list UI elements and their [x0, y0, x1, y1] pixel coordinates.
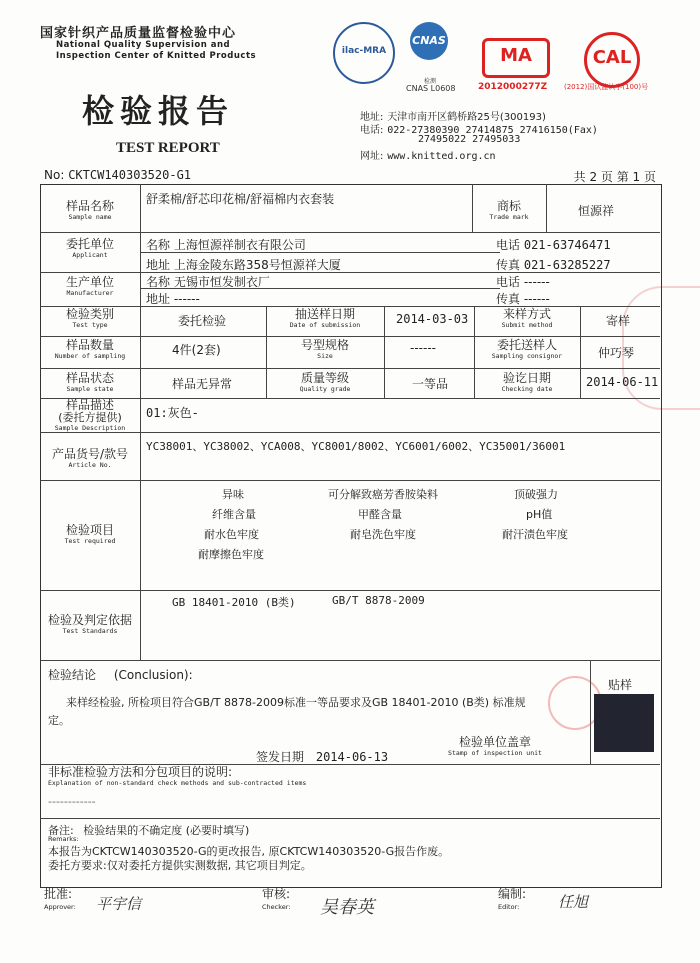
name-label: 名称	[146, 275, 171, 289]
report-number-label: No:	[44, 168, 65, 182]
label-en: Test required	[64, 537, 116, 545]
test-item: 耐汗渍色牢度	[502, 528, 568, 541]
trade-mark-value: 恒源祥	[578, 204, 615, 218]
manufacturer-fax	[496, 290, 550, 307]
article-no-value: YC38001、YC38002、YCA008、YC8001/8002、YC6001/6002、YC35001/36001	[146, 440, 566, 453]
report-title-en: TEST REPORT	[116, 140, 220, 156]
remarks-text-1: 本报告为CKTCW140303520-G的更改报告, 原CKTCW140303520-G报告作废。	[48, 845, 450, 858]
quality-grade-value: 一等品	[412, 377, 449, 391]
sample-number-value: 4件(2套)	[172, 343, 221, 357]
label-cn: 检验项目	[65, 523, 114, 537]
report-number-value: CKTCW140303520-G1	[68, 168, 192, 182]
label-cn: 抽送样日期	[294, 307, 355, 321]
ilac-logo-text: ilac-MRA	[341, 46, 387, 56]
manufacturer-name	[146, 273, 270, 290]
sample-number-label	[40, 339, 140, 360]
sample-description-label	[40, 399, 140, 432]
cal-logo	[584, 32, 640, 88]
label-en: Quality grade	[299, 385, 351, 393]
sample-state-value: 样品无异常	[172, 377, 233, 391]
row-divider	[40, 480, 660, 481]
remarks-text-2: 委托方要求:仅对委托方提供实测数据, 其它项目判定。	[48, 859, 312, 872]
remarks-label-cn: 备注:	[48, 824, 74, 837]
label-en: Sample state	[66, 385, 114, 393]
sample-name-label	[40, 200, 140, 221]
org-name-en	[56, 40, 256, 62]
label-cn: 样品状态	[65, 371, 114, 385]
contact-phone-cont	[360, 134, 520, 145]
label-en: Sampling consignor	[491, 352, 563, 360]
test-item: 纤维含量	[212, 508, 256, 521]
row-divider	[40, 660, 660, 661]
address-label: 地址	[146, 292, 171, 306]
label-cn: 样品描述	[65, 398, 114, 412]
label-en: Number of sampling	[54, 352, 126, 360]
phone-value-cont: 27495022 27495033	[418, 134, 521, 145]
cma-code: 2012000277Z	[478, 82, 548, 92]
label-en: Submit method	[501, 321, 553, 329]
page-count: 共 2 页 第 1 页	[573, 170, 656, 184]
test-item: 耐水色牢度	[204, 528, 259, 541]
label-cn: 产品货号/款号	[51, 447, 129, 461]
address-value: 天津市南开区鹤桥路25号(300193)	[387, 112, 546, 123]
label-cn: 检验及判定依据	[47, 613, 132, 627]
row-divider	[40, 590, 660, 591]
submit-method-value: 寄样	[606, 314, 631, 328]
col-divider	[140, 184, 141, 480]
web-value[interactable]: www.knitted.org.cn	[387, 151, 496, 162]
approver-signature: 平宇信	[96, 895, 142, 913]
address-value: 上海金陵东路358号恒源祥大厦	[173, 258, 341, 272]
org-name-cn: 国家针织产品质量监督检验中心	[40, 26, 237, 41]
row-divider	[40, 818, 660, 819]
editor-label	[498, 888, 526, 914]
sign-date-label: 签发日期	[256, 750, 305, 764]
manufacturer-address	[146, 290, 200, 307]
consignor-value: 仲巧琴	[598, 346, 635, 360]
conclusion-text-line2: 定。	[48, 714, 70, 727]
label-en: Applicant	[72, 251, 108, 259]
test-item: pH值	[526, 508, 553, 521]
label-en: Sample Description	[54, 424, 126, 432]
stamp-label-en: Stamp of inspection unit	[448, 749, 542, 757]
label-en: Article No.	[68, 461, 112, 469]
consignor-label	[474, 339, 580, 360]
address-value: ------	[173, 292, 200, 306]
applicant-address	[146, 256, 341, 273]
nonstandard-label-en: Explanation of non-standard check methods and sub-contracted items	[48, 779, 307, 787]
applicant-fax	[496, 256, 611, 273]
swatch-label: 贴样	[608, 678, 633, 692]
label-cn: 样品数量	[65, 338, 114, 352]
test-type-value: 委托检验	[178, 314, 227, 328]
submit-method-label	[474, 308, 580, 329]
stamp-label-cn: 检验单位盖章	[458, 735, 531, 749]
applicant-label	[40, 238, 140, 259]
checking-date-label	[474, 372, 580, 393]
tel-label: 电话	[496, 238, 521, 252]
sign-date-value: 2014-06-13	[315, 750, 389, 764]
editor-signature: 任旭	[558, 893, 589, 911]
tel-label: 电话	[496, 275, 521, 289]
label-cn: 检验类别	[65, 307, 114, 321]
size-label	[266, 339, 384, 360]
remarks-text-0: 检验结果的不确定度 (必要时填写)	[83, 824, 250, 837]
editor-label-en: Editor:	[498, 903, 520, 911]
name-value: 无锡市恒发制衣厂	[173, 275, 270, 289]
name-value: 上海恒源祥制衣有限公司	[173, 238, 306, 252]
checker-label-en: Checker:	[262, 903, 291, 911]
row-divider	[40, 232, 660, 233]
label-cn: 样品名称	[65, 199, 114, 213]
size-value: ------	[410, 341, 436, 355]
conclusion-text-line1: 来样经检验, 所检项目符合GB/T 8878-2009标准一等品要求及GB 18401-2010 (B类) 标准规	[66, 696, 526, 709]
col-divider	[140, 480, 141, 660]
sign-date	[256, 748, 388, 765]
test-item: 耐摩擦色牢度	[198, 548, 264, 561]
cnas-logo-text: CNAS	[412, 34, 446, 47]
label-en: Size	[317, 352, 333, 360]
cma-logo-text: MA	[500, 45, 532, 66]
quality-grade-label	[266, 372, 384, 393]
label-en: Checking date	[501, 385, 553, 393]
web-label: 网址:	[360, 151, 384, 162]
sample-description-value: 01:灰色-	[146, 406, 199, 420]
label-cn: 质量等级	[300, 371, 349, 385]
test-standard-2: GB/T 8878-2009	[332, 594, 425, 607]
label-en: Sample name	[68, 213, 112, 221]
org-name-en-line1: National Quality Supervision and	[56, 40, 231, 50]
label-cn: 来样方式	[502, 307, 551, 321]
test-item: 甲醛含量	[358, 508, 402, 521]
checking-date-value: 2014-06-11	[586, 375, 659, 389]
cal-code: (2012)国认监认字(100)号	[564, 83, 649, 91]
ilac-mra-logo	[333, 22, 395, 84]
fax-label: 传真	[496, 258, 521, 272]
conclusion-label	[48, 666, 193, 683]
test-item: 可分解致癌芳香胺染料	[328, 488, 438, 501]
cnas-code: CNAS L0608	[406, 84, 456, 93]
row-divider	[40, 432, 660, 433]
label-cn-sub: (委托方提供)	[58, 411, 122, 424]
approver-label	[44, 888, 76, 914]
test-standard-1: GB 18401-2010 (B类)	[172, 596, 296, 609]
cnas-logo	[400, 22, 456, 66]
label-en: Manufacturer	[66, 289, 114, 297]
label-en: Trade mark	[489, 213, 529, 221]
label-en: Date of submission	[289, 321, 361, 329]
fax-value: 021-63285227	[523, 258, 611, 272]
test-item: 异味	[222, 488, 244, 501]
nonstandard-label	[48, 766, 306, 787]
phone-label: 电话:	[360, 125, 384, 136]
report-title-cn: 检验报告	[82, 92, 235, 130]
label-en: Test type	[72, 321, 108, 329]
checker-label-cn: 审核:	[262, 887, 291, 901]
manufacturer-tel	[496, 273, 550, 290]
label-en: Test Standards	[62, 627, 118, 635]
row-divider	[40, 336, 660, 337]
sample-name-value: 舒柔棉/舒芯印花棉/舒福棉内衣套装	[146, 192, 335, 206]
test-item: 顶破强力	[514, 488, 558, 501]
stamp-label	[440, 736, 550, 757]
col-divider	[384, 306, 385, 398]
label-cn: 生产单位	[65, 275, 114, 289]
conclusion-label-en: (Conclusion):	[113, 668, 193, 682]
org-name-en-line2: Inspection Center of Knitted Products	[56, 51, 257, 61]
address-label: 地址	[146, 258, 171, 272]
approver-label-cn: 批准:	[44, 887, 73, 901]
checker-signature: 吴春英	[320, 897, 374, 918]
manufacturer-label	[40, 276, 140, 297]
fabric-swatch	[594, 694, 654, 752]
label-cn: 商标	[496, 199, 521, 213]
nonstandard-value: ------------	[48, 795, 96, 808]
checker-label	[262, 888, 291, 914]
label-cn: 验讫日期	[502, 371, 551, 385]
address-label: 地址:	[360, 112, 384, 123]
remarks-label-en: Remarks:	[48, 835, 79, 843]
editor-label-cn: 编制:	[498, 887, 527, 901]
fax-label: 传真	[496, 292, 521, 306]
article-no-label	[40, 448, 140, 469]
tel-value: ------	[523, 275, 550, 289]
label-cn: 号型规格	[300, 338, 349, 352]
test-type-label	[40, 308, 140, 329]
approver-label-en: Approver:	[44, 903, 76, 911]
label-cn: 委托单位	[65, 237, 114, 251]
date-submission-label	[266, 308, 384, 329]
phone-value: 022-27380390 27414875 27416150(Fax)	[387, 125, 598, 136]
report-number	[44, 168, 191, 182]
cal-logo-text: CAL	[592, 47, 632, 68]
label-cn: 委托送样人	[496, 338, 557, 352]
cma-logo	[482, 38, 550, 78]
tel-value: 021-63746471	[523, 238, 611, 252]
date-submission-value: 2014-03-03	[396, 312, 469, 326]
row-divider	[40, 368, 660, 369]
contact-web	[360, 147, 496, 162]
col-divider	[580, 306, 581, 398]
trade-mark-label	[472, 200, 546, 221]
test-standards-label	[40, 614, 140, 635]
test-item: 耐皂洗色牢度	[350, 528, 416, 541]
sample-state-label	[40, 372, 140, 393]
applicant-tel	[496, 236, 611, 253]
col-divider	[546, 184, 547, 232]
nonstandard-label-cn: 非标准检验方法和分包项目的说明:	[48, 765, 233, 779]
conclusion-label-cn: 检验结论	[48, 668, 97, 682]
cnas-sub-label: 检测	[424, 78, 437, 85]
name-label: 名称	[146, 238, 171, 252]
applicant-name	[146, 236, 306, 253]
fax-value: ------	[523, 292, 550, 306]
test-required-label	[40, 524, 140, 545]
